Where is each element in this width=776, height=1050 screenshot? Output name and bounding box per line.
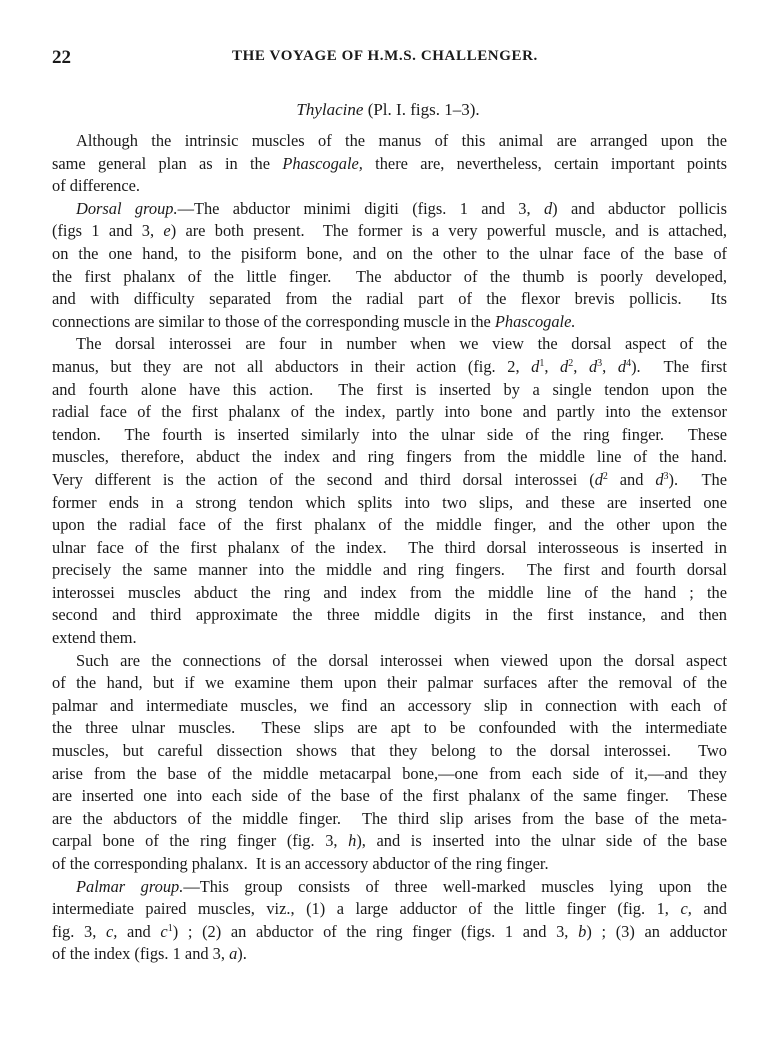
text-line <box>52 559 727 582</box>
text-line <box>52 356 727 379</box>
text-run: manus, but they are not all abductors in their action (fig. 2, <box>52 356 532 376</box>
italic-text: c <box>160 921 168 941</box>
italic-text: h <box>348 831 357 851</box>
italic-text: d <box>617 356 627 376</box>
text-line <box>52 130 727 153</box>
text-line <box>52 763 727 786</box>
text-run: Such are the connections of the dorsal interossei when viewed upon the dorsal aspect <box>76 650 727 670</box>
italic-text: e <box>163 221 171 241</box>
superscript: 2 <box>568 357 574 369</box>
text-run: ). The first <box>631 356 727 376</box>
text-line <box>52 198 727 221</box>
text-run: ) and abductor pollicis <box>552 198 727 218</box>
text-run: Although the intrinsic muscles of the manus of this animal are arranged upon the <box>76 131 727 150</box>
text-line <box>52 266 727 289</box>
text-run: muscles, but careful dissection shows that they belong to the dorsal interossei. Two <box>52 741 727 761</box>
text-run: ). The <box>668 469 727 489</box>
text-run: the first phalanx of the little finger. The abductor of the thumb is poorly developed, <box>52 266 727 286</box>
text-run: ) ; (3) an adductor <box>586 921 728 941</box>
superscript: 3 <box>597 357 603 369</box>
text-run: ) ; (2) an abductor of the ring finger (figs. 1 and 3, <box>172 921 579 941</box>
italic-text: Phascogale, <box>282 153 363 173</box>
italic-text: b <box>578 921 587 941</box>
text-run: radial face of the first phalanx of the index, partly into bone and partly into the extensor <box>52 402 727 422</box>
italic-text: a <box>229 944 238 964</box>
text-line <box>52 695 727 718</box>
text-run: , <box>544 356 561 376</box>
text-line <box>52 672 727 695</box>
text-run: and fourth alone have this action. The first is inserted by a single tendon upon the <box>52 379 727 399</box>
text-line <box>52 650 727 673</box>
text-run: palmar and intermediate muscles, we find an accessory slip in connection with each of <box>52 695 727 715</box>
text-run: —The abductor minimi digiti (figs. 1 and 3, <box>177 198 544 218</box>
superscript: 4 <box>626 357 632 369</box>
section-title <box>0 100 776 120</box>
text-line <box>52 604 727 627</box>
page-number: 22 <box>52 47 71 68</box>
paragraph <box>52 130 727 198</box>
text-run: The dorsal interossei are four in number when we view the dorsal aspect of the <box>76 334 727 354</box>
running-title: THE VOYAGE OF H.M.S. CHALLENGER. <box>232 48 538 64</box>
text-run: connections are similar to those of the corresponding muscle in the <box>52 311 495 331</box>
text-line <box>52 243 727 266</box>
text-run: there are, nevertheless, certain important points <box>362 153 727 173</box>
text-line <box>52 288 727 311</box>
text-line <box>52 175 727 198</box>
text-line <box>52 469 727 492</box>
text-run: on the one hand, to the pisiform bone, and on the other to the ulnar face of the base of <box>52 243 727 263</box>
text-run: of difference. <box>52 176 140 196</box>
text-line <box>52 446 727 469</box>
italic-text: d <box>588 356 598 376</box>
text-run: and <box>607 469 656 489</box>
text-line <box>52 333 727 356</box>
text-run: (figs 1 and 3, <box>52 221 164 241</box>
italic-text: c, <box>680 899 692 919</box>
text-run: the three ulnar muscles. These slips are apt to be confounded with the intermediate <box>52 718 727 738</box>
text-run: ) are both present. The former is a very powerful muscle, and is attached, <box>170 221 728 241</box>
text-line <box>52 740 727 763</box>
text-run: tendon. The fourth is inserted similarly into the ulnar side of the ring finger. These <box>52 424 727 444</box>
text-run: and <box>117 921 161 941</box>
text-run: extend them. <box>52 628 137 648</box>
text-line <box>52 153 727 176</box>
text-line <box>52 830 727 853</box>
italic-text: Dorsal group. <box>76 198 178 218</box>
text-run: and <box>691 899 728 919</box>
text-run: precisely the same manner into the middle and ring fingers. The first and fourth dorsal <box>52 560 727 580</box>
text-run: interossei muscles abduct the ring and index from the middle line of the hand ; the <box>52 582 727 602</box>
superscript: 3 <box>663 470 669 482</box>
italic-text: Palmar group. <box>76 876 184 896</box>
text-run: same general plan as in the <box>52 153 283 173</box>
italic-text: d <box>560 356 569 376</box>
text-line <box>52 876 727 899</box>
text-run: of the index (figs. 1 and 3, <box>52 944 230 964</box>
text-line <box>52 311 727 334</box>
text-line <box>52 514 727 537</box>
text-line <box>52 717 727 740</box>
text-line <box>52 921 727 944</box>
text-run: are inserted one into each side of the base of the first phalanx of the same finger. These <box>52 786 727 806</box>
text-line <box>52 220 727 243</box>
text-run: , <box>602 356 618 376</box>
text-run: ). <box>237 944 247 964</box>
paragraph <box>52 198 727 334</box>
italic-text: Phascogale. <box>494 311 576 331</box>
text-line <box>52 401 727 424</box>
text-run: second and third approximate the three middle digits in the first instance, and then <box>52 605 727 625</box>
section-title-plate-ref: (Pl. I. figs. 1–3). <box>363 100 480 119</box>
text-run: of the corresponding phalanx. It is an accessory abductor of the ring finger. <box>52 854 549 873</box>
text-run: Very different is the action of the second and third dorsal interossei ( <box>52 469 595 489</box>
text-run: ), and is inserted into the ulnar side of the base <box>356 831 727 851</box>
text-line <box>52 379 727 402</box>
paragraph <box>52 876 727 966</box>
superscript: 2 <box>602 470 608 482</box>
text-run: —This group consists of three well-marked muscles lying upon the <box>183 876 727 896</box>
text-run: are the abductors of the middle finger. The third slip arises from the base of the meta- <box>52 808 727 828</box>
body-text <box>52 130 727 966</box>
text-run: muscles, therefore, abduct the index and ring fingers from the middle line of the hand. <box>52 447 727 467</box>
text-run: fig. 3, <box>52 921 106 941</box>
text-line <box>52 492 727 515</box>
superscript: 1 <box>539 357 545 369</box>
text-line <box>52 785 727 808</box>
text-run: carpal bone of the ring finger (fig. 3, <box>52 831 349 851</box>
italic-text: d <box>531 356 540 376</box>
text-line <box>52 424 727 447</box>
text-run: arise from the base of the middle metacarpal bone,—one from each side of it,—and they <box>52 763 727 783</box>
text-line <box>52 808 727 831</box>
section-title-genus: Thylacine <box>296 100 364 119</box>
running-head <box>52 47 732 71</box>
superscript: 1 <box>167 922 173 934</box>
text-run: and with difficulty separated from the radial part of the flexor brevis pollicis. Its <box>52 289 727 309</box>
text-line <box>52 537 727 560</box>
text-line <box>52 943 727 966</box>
italic-text: d <box>543 198 553 218</box>
text-run: , <box>573 356 589 376</box>
text-run: intermediate paired muscles, viz., (1) a large adductor of the little finger (fig. 1, <box>52 899 681 919</box>
text-line <box>52 853 727 876</box>
text-run: of the hand, but if we examine them upon their palmar surfaces after the removal of the <box>52 673 727 693</box>
paragraph <box>52 650 727 876</box>
text-run: former ends in a strong tendon which splits into two slips, and these are inserted one <box>52 492 727 512</box>
text-run: upon the radial face of the first phalanx of the middle finger, and the other upon the <box>52 515 727 535</box>
text-run: ulnar face of the first phalanx of the index. The third dorsal interosseous is inserted in <box>52 537 727 557</box>
text-line <box>52 898 727 921</box>
italic-text: c, <box>105 921 118 941</box>
italic-text: d <box>655 469 664 489</box>
paragraph <box>52 333 727 649</box>
text-line <box>52 627 727 650</box>
italic-text: d <box>594 469 603 489</box>
text-line <box>52 582 727 605</box>
